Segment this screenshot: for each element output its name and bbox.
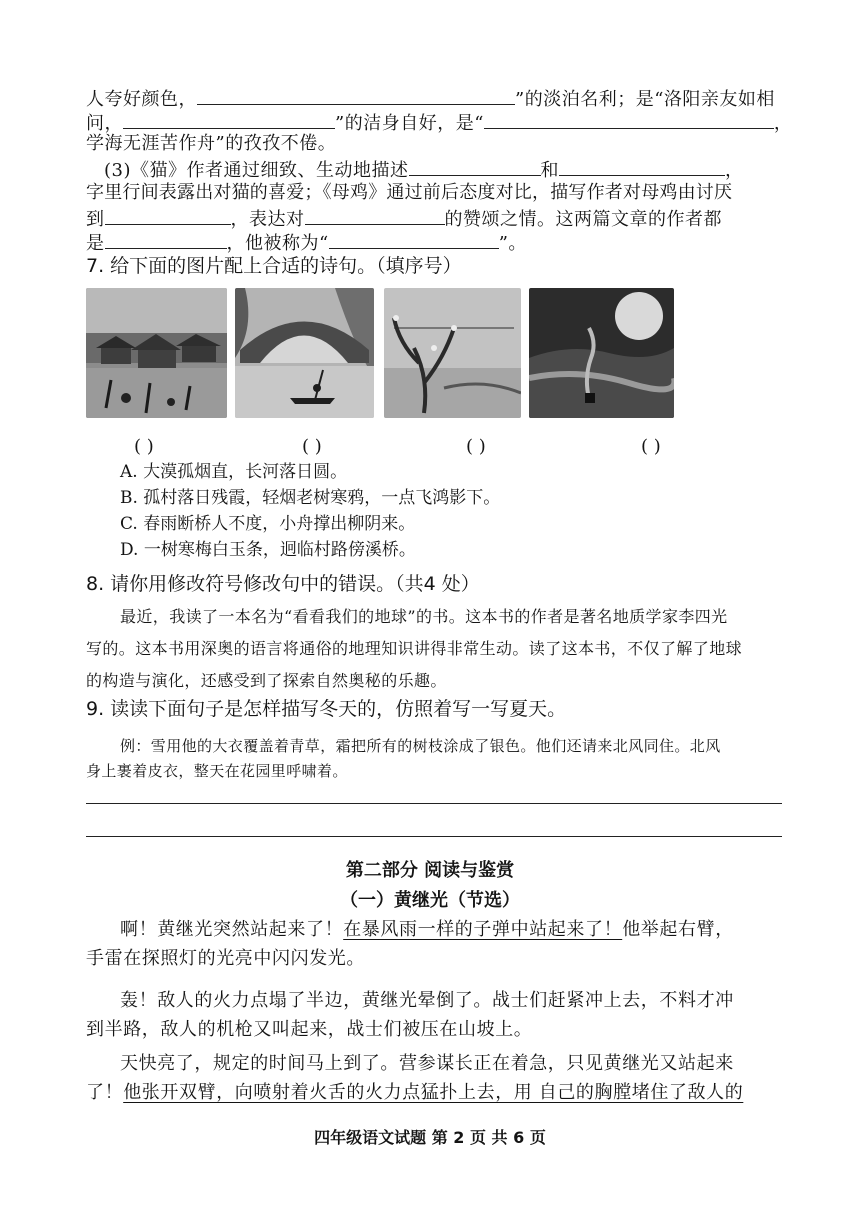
passage-line: 手雷在探照灯的光亮中闪闪发光。 (86, 948, 365, 969)
q8-text-line: 的构造与演化，还感受到了探索自然奥秘的乐趣。 (86, 671, 447, 690)
q7-option-d: D. 一树寒梅白玉条，迥临村路傍溪桥。 (120, 540, 416, 560)
answer-line[interactable] (86, 803, 782, 804)
q7-title: 7. 给下面的图片配上合适的诗句。（填序号） (86, 255, 462, 277)
q6-line-5 (86, 182, 732, 204)
plum-tree-bridge-painting-icon (384, 288, 521, 418)
q6-line-1 (86, 86, 775, 111)
q6-line-4 (104, 157, 744, 182)
q8-text-line: 最近，我读了一本名为“看看我们的地球”的书。这本书的作者是著名地质学家李四光 (120, 607, 728, 626)
q6-text: (3)《猫》作者通过细致、生动地描述 (104, 160, 409, 181)
q6-text: ， (725, 160, 744, 181)
q6-text: 字里行间表露出对猫的喜爱；《母鸡》通过前后态度对比，描写作者对母鸡由讨厌 (86, 182, 733, 203)
passage-text: 了！ (86, 1082, 124, 1103)
q6-text: 是 (86, 233, 105, 254)
answer-blank[interactable] (123, 110, 335, 129)
answer-blank[interactable] (305, 206, 445, 225)
q6-text: ”的洁身自好，是“ (335, 113, 484, 134)
desert-sun-smoke-painting-icon (529, 288, 674, 418)
q6-text: 和 (540, 160, 559, 181)
q6-text: ， (773, 113, 793, 134)
q9-example-line: 例：雪用他的大衣覆盖着青草，霜把所有的树枝涂成了银色。他们还请来北风同住。北风 (120, 737, 721, 755)
underlined-text: 他张开双臂，向喷射着火舌的火力点猛扑上去，用 自己的胸膛堵住了敌人的 (123, 1082, 744, 1103)
q6-text: 到 (86, 209, 105, 230)
q6-text: ，他被称为“ (226, 233, 329, 254)
q6-text: ，表达对 (230, 209, 305, 230)
passage-line: 轰！敌人的火力点塌了半边，黄继光晕倒了。战士们赶紧冲上去，不料才冲 (120, 990, 734, 1011)
q7-option-c: C. 春雨断桥人不度，小舟撑出柳阴来。 (120, 514, 416, 534)
passage-text: 啊！黄继光突然站起来了！ (120, 919, 344, 940)
answer-paren[interactable]: ( ) (466, 436, 486, 457)
answer-blank[interactable] (329, 230, 499, 249)
passage-line: 到半路，敌人的机枪又叫起来，战士们被压在山坡上。 (86, 1019, 533, 1040)
answer-blank[interactable] (559, 157, 725, 176)
q8-title: 8. 请你用修改符号修改句中的错误。（共4 处） (86, 573, 480, 595)
answer-paren[interactable]: ( ) (641, 436, 661, 457)
q6-line-7 (86, 230, 527, 255)
q6-line-2 (86, 110, 792, 135)
q6-line-3 (86, 133, 336, 155)
q6-line-6 (86, 206, 722, 231)
village-sunset-painting-icon (86, 288, 227, 418)
q7-option-b: B. 孤村落日残霞，轻烟老树寒鸦，一点飞鸿影下。 (120, 488, 501, 508)
underlined-text: 在暴风雨一样的子弹中站起来了！ (343, 919, 623, 940)
answer-blank[interactable] (197, 86, 515, 105)
passage-line (86, 1081, 743, 1105)
passage-line: 天快亮了，规定的时间马上到了。营参谋长正在着急，只见黄继光又站起来 (120, 1053, 734, 1074)
q8-text-line: 写的。这本书用深奥的语言将通俗的地理知识讲得非常生动。读了这本书，不仅了解了地球 (86, 639, 743, 658)
q6-text: 学海无涯苦作舟”的孜孜不倦。 (86, 133, 337, 154)
answer-blank[interactable] (105, 230, 227, 249)
q6-text: ”的淡泊名利；是“洛阳亲友如相 (515, 89, 775, 110)
q7-option-a: A. 大漠孤烟直，长河落日圆。 (120, 462, 348, 482)
answer-line[interactable] (86, 836, 782, 837)
answer-blank[interactable] (105, 206, 231, 225)
q9-example-line: 身上裹着皮衣，整天在花园里呼啸着。 (86, 762, 348, 780)
answer-blank[interactable] (484, 110, 774, 129)
arch-bridge-boat-painting-icon (235, 288, 374, 418)
section-heading: 第二部分 阅读与鉴赏 (345, 860, 515, 881)
q9-title: 9. 读读下面句子是怎样描写冬天的，仿照着写一写夏天。 (86, 698, 567, 720)
passage-text: 他举起右臂， (622, 919, 734, 940)
answer-paren[interactable]: ( ) (302, 436, 322, 457)
page-footer: 四年级语文试题 第 2 页 共 6 页 (314, 1128, 546, 1147)
passage-line (120, 918, 734, 942)
q6-text: 人夸好颜色， (86, 89, 197, 110)
passage-title: （一）黄继光（节选） (340, 890, 520, 911)
q6-text: 问， (86, 113, 123, 134)
q6-text: 的赞颂之情。这两篇文章的作者都 (444, 209, 722, 230)
q6-text: ”。 (498, 233, 527, 254)
answer-paren[interactable]: ( ) (134, 436, 154, 457)
answer-blank[interactable] (409, 157, 541, 176)
